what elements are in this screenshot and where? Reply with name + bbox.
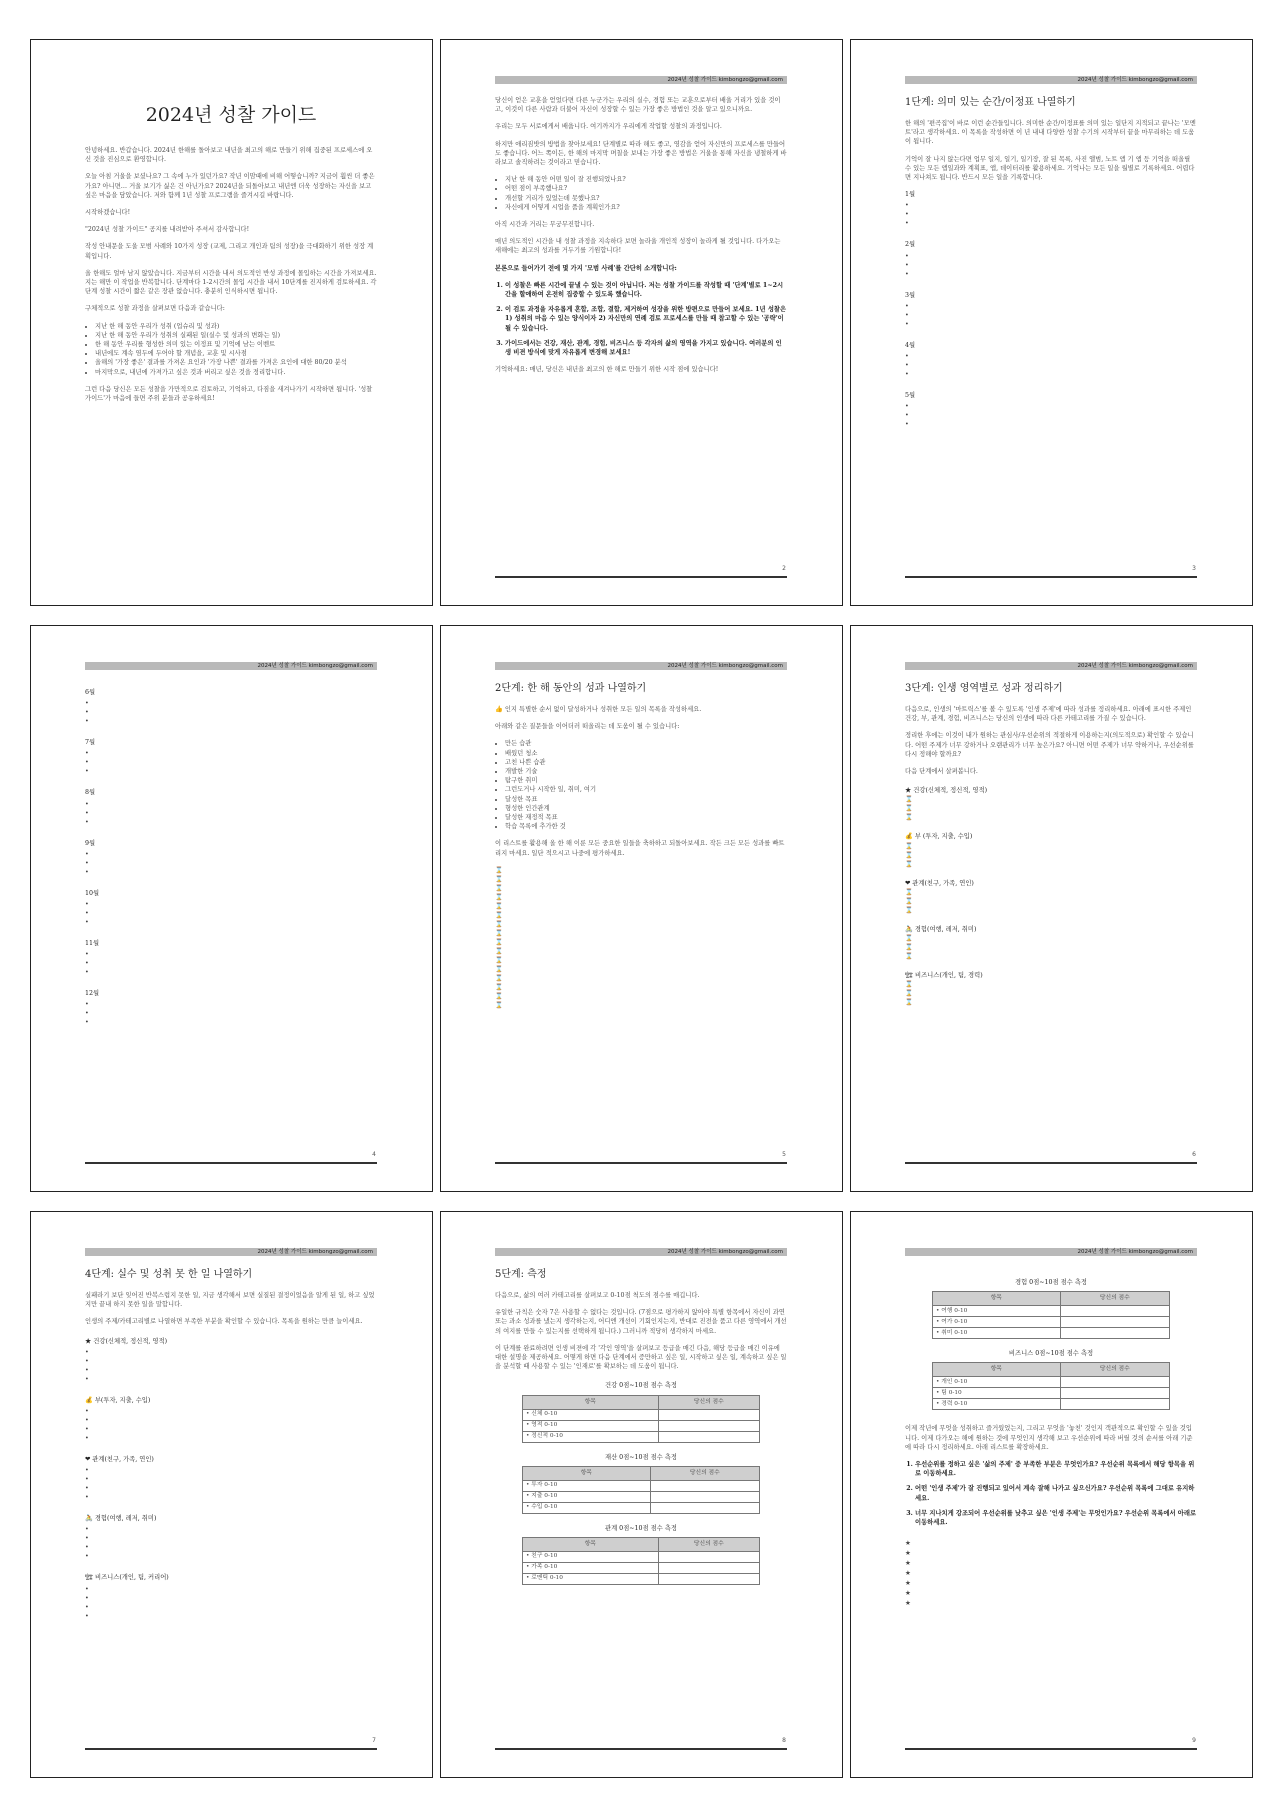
- table-header: 항목: [523, 1538, 659, 1552]
- footer-rule: [905, 576, 1197, 578]
- month-label: 1월: [905, 191, 916, 199]
- page-header: 2024년 성찰 가이드 kimbongzo@gmail.com: [495, 76, 787, 84]
- month-label: 6월: [85, 689, 96, 696]
- paragraph: 한 해의 '편곡집'이 바로 이런 순간들입니다. 의미한 순간/이정표를 의미 있는 일단지 지적되고 끝나는 '모멘트'라고 생각하세요. 이 목록을 작성하면 이 년 내내 다양한 성찰 수기의 시작부터 끝을 마무리하는 데 도움이 됩니다.: [905, 120, 1196, 146]
- page-4-body: [85, 680, 377, 1039]
- month-label: 3월: [905, 291, 916, 299]
- score-tables: [495, 1381, 787, 1585]
- table-row: [523, 1409, 760, 1420]
- paragraph: 우리는 모두 서로에게서 배웁니다. 여기까지가 우리에게 작업할 성찰의 과정입니다.: [495, 123, 722, 131]
- page-4: [30, 625, 433, 1192]
- paragraph: 기억이 잘 나지 않는다면 업무 일지, 일기, 일기장, 잘 된 목록, 사진 앨범, 노트 앱 기 앱 등 기억을 떠올릴 수 있는 모든 앱일과와 계획표, 앱, 데이터리를 활용하세요. 기억나는 모든 일을 월별로 기록하세요. 어렵다면 지나쳐도 됩니다. 반드시 모든 일을 기록합니다.: [905, 155, 1195, 182]
- hourglass-bullet: ⌛: [495, 938, 503, 946]
- table-row: [523, 1574, 760, 1585]
- paragraph: 정리한 후에는 이것이 내가 원하는 관심사/우선순위의 적절하게 이용하는지(의도적으로) 확인할 수 있습니다. 어떤 주제가 너무 강하거나 오랜관리가 너무 높은가요? 아니면 어떤 주제가 너무 약하거나, 우선순위를 다시 정해야 할까요?: [905, 732, 1194, 758]
- page-number: 6: [1192, 1151, 1196, 1158]
- list-item: • 달성한 재정적 목표: [505, 813, 787, 822]
- list-item: • 어떤 점이 부족했나요?: [505, 184, 787, 193]
- list-item: • 형성한 인간관계: [505, 804, 787, 813]
- list-item: • 자신에게 어떻게 시업을 품을 계획인가요?: [505, 203, 787, 212]
- table-cell-item: • 수입 0-10: [523, 1502, 651, 1513]
- paragraph: 👍 인지 특별한 순서 없이 달성하거나 성취한 모든 일의 목록을 작성하세요.: [495, 706, 702, 713]
- table-cell-item: • 지출 0-10: [523, 1491, 651, 1502]
- table-header: 항목: [523, 1395, 659, 1409]
- table-cell-item: • 로맨틱 0-10: [523, 1574, 659, 1585]
- paragraph: 오늘 아침 거울을 보셨나요? 그 속에 누가 있던가요? 작년 이맘때에 비해 어떻습니까? 지금이 훨씬 더 좋은가요? 아니면… 거울 보기가 싫은 건 아닌가요? 2024년을 되돌아보고 내년엔 더욱 성장하는 자신을 보고 싶은 마음을 담았습니다. 저와 함께 1년 성찰 프로그램을 즐겨시길 바랍니다.: [85, 173, 375, 199]
- hourglass-bullet: ⌛: [495, 956, 503, 964]
- list-item: • 그런도거나 시작한 일, 취미, 여기: [505, 785, 787, 794]
- hourglass-bullet: ⌛: [495, 902, 503, 910]
- paragraph: 기억하세요: 매년, 당신은 내년을 최고의 한 해로 만들기 위한 시작 점에 있습니다!: [495, 366, 719, 374]
- table-header: 당신의 점수: [1060, 1292, 1169, 1306]
- table-cell-item: • 개인 0-10: [933, 1377, 1061, 1388]
- table-row: [933, 1317, 1170, 1328]
- table-cell-item: • 여가 0-10: [933, 1317, 1061, 1328]
- list-item: 2. 이 검토 과정을 자유롭게 혼합, 조합, 결합, 제거하여 성장을 위한 방편으로 만들어 보세요. 1년 성찰은 1) 성취의 마음 수 있는 양식이자 2) 자신만의 연례 검토 프로세스를 만들 때 참고할 수 있는 '공략'이 될 수 있습니다.: [505, 305, 787, 333]
- table-cell-score[interactable]: [650, 1480, 759, 1491]
- paragraph: 유일한 규칙은 숫자 7은 사용할 수 없다는 것입니다. (7점으로 평가하지 않아야 특별 항목에서 자신이 과연 또는 과소 성과를 냈는지 생각하는지, 어디엔 개선이 기회인지는지, 반대로 진전을 품고 다른 영역에서 개선의 여지를 만들 수 있는지를 선택하게 됩니다.) 그러니까 적당히 생각하지 마세요.: [495, 1309, 787, 1335]
- page-number: 8: [782, 1737, 786, 1744]
- hourglass-bullet: ⌛: [495, 893, 503, 901]
- empty-bullets: • • •: [85, 951, 89, 977]
- hourglass-bullet: ⌛: [495, 911, 503, 919]
- table-cell-score[interactable]: [658, 1574, 759, 1585]
- list-item: • 배웠던 청소: [505, 749, 787, 758]
- page-3: [850, 39, 1253, 606]
- table-row: [523, 1552, 760, 1563]
- page-number: 7: [372, 1737, 376, 1744]
- page-header: 2024년 성찰 가이드 kimbongzo@gmail.com: [85, 662, 377, 670]
- hourglass-bullet: ⌛: [495, 974, 503, 982]
- paragraph: 시작하겠습니다!: [85, 209, 131, 217]
- footer-rule: [495, 1162, 787, 1164]
- empty-bullets: • • •: [85, 700, 89, 726]
- document-title: 2024년 성찰 가이드: [145, 104, 317, 126]
- list-item: • 올해의 '가장 좋은' 결과를 가져온 요인과 '가장 나쁜' 결과를 가져온 요인에 대한 80/20 분석: [95, 358, 377, 367]
- table-cell-item: • 팀 0-10: [933, 1388, 1061, 1399]
- star-bullet: ★: [905, 1600, 911, 1608]
- footer-rule: [905, 1748, 1197, 1750]
- star-bullet: ★: [905, 1580, 911, 1588]
- list-item: • 학습 목록에 추가한 것: [505, 822, 787, 831]
- checkbox-list: ⌛ ⌛ ⌛: [905, 981, 913, 1007]
- page-5-body: [495, 682, 787, 1010]
- page-number: 2: [782, 565, 786, 572]
- table-cell-score[interactable]: [1060, 1388, 1169, 1399]
- table-caption: 관계 0점~10점 점수 측정: [605, 1524, 677, 1532]
- table-row: [933, 1306, 1170, 1317]
- star-bullet: ★: [905, 1560, 911, 1568]
- footer-rule: [495, 576, 787, 578]
- checkbox-list: ⌛ ⌛ ⌛: [905, 888, 913, 914]
- list-item: • 한 해 동안 우리를 형성한 의미 있는 이정표 및 기억에 남는 이벤트: [95, 340, 377, 349]
- table-cell-item: • 영적 0-10: [523, 1420, 659, 1431]
- paragraph: 구체적으로 성찰 과정을 살펴보면 다음과 같습니다:: [85, 305, 225, 313]
- table-row: [523, 1491, 760, 1502]
- page-6-body: [905, 682, 1197, 1007]
- category-health: ★ 건강(신체적, 정신적, 영적): [905, 787, 988, 795]
- section-title: 2단계: 한 해 동안의 성과 나열하기: [495, 683, 647, 694]
- bullet-list: [495, 739, 787, 831]
- table-cell-score[interactable]: [650, 1491, 759, 1502]
- list-item: • 탐구한 취미: [505, 776, 787, 785]
- category-relationship: ❤ 관계(친구, 가족, 연인): [905, 879, 974, 887]
- page-7: [30, 1211, 433, 1778]
- hourglass-bullet: ⌛: [495, 866, 503, 874]
- table-cell-item: • 투자 0-10: [523, 1480, 651, 1491]
- table-cell-item: • 가족 0-10: [523, 1563, 659, 1574]
- table-cell-score[interactable]: [1060, 1399, 1169, 1410]
- table-row: [933, 1399, 1170, 1410]
- paragraph: 작성 안내문을 도울 모범 사례와 10가지 성장 (교제, 그리고 개인과 팀의 성장)을 극대화하기 위한 성장 계획입니다.: [85, 243, 374, 260]
- empty-bullets: • • •: [85, 800, 89, 826]
- table-cell-item: • 신체 0-10: [523, 1409, 659, 1420]
- table-cell-score[interactable]: [1060, 1306, 1169, 1317]
- list-item: 3. 너무 지나치게 강조되어 우선순위를 낮추고 싶은 '인생 주제'는 무엇인가요? 우선순위 목록에서 아래로 이동하세요.: [915, 1509, 1197, 1527]
- table-cell-score[interactable]: [658, 1552, 759, 1563]
- section-title: 4단계: 실수 및 성취 못 한 일 나열하기: [85, 1269, 253, 1280]
- list-item: • 지난 한 해 동안 우리가 성취 (업슈리 및 성과): [95, 322, 377, 331]
- page-header: 2024년 성찰 가이드 kimbongzo@gmail.com: [495, 662, 787, 670]
- hourglass-bullet: ⌛: [495, 929, 503, 937]
- empty-bullets: • • • •: [85, 1526, 89, 1561]
- page-number: 9: [1192, 1737, 1196, 1744]
- page-5: [440, 625, 843, 1192]
- score-table: [522, 1537, 760, 1585]
- empty-bullets: • • • •: [85, 1585, 89, 1620]
- bullet-list: [495, 175, 787, 212]
- paragraph: 이제 작년에 무엇을 성취하고 즐거웠었는지, 그리고 무엇을 '놓친' 것인지 객관적으로 확인할 수 있을 것입니다. 이제 다가오는 해에 원하는 것에 무엇인지 생각해 보고 우선순위에 따라 버릴 것의 순서를 아래 기준에 따라 다시 정리하세요. 아래 리스트를 확장하세요.: [905, 1425, 1193, 1451]
- table-header: 당신의 점수: [658, 1395, 759, 1409]
- page-2-body: [495, 96, 787, 382]
- star-bullet: ★: [905, 1570, 911, 1578]
- score-tables: [905, 1278, 1197, 1410]
- checkbox-list: ⌛ ⌛ ⌛: [905, 935, 913, 961]
- table-header: 항목: [523, 1466, 651, 1480]
- score-table: [932, 1291, 1170, 1339]
- page-7-body: [85, 1268, 377, 1633]
- list-item: • 지난 한 해 동안 우리가 성취의 실패된 일(실수 및 성과의 변화는 일): [95, 331, 377, 340]
- table-row: [523, 1431, 760, 1442]
- category-relationship: ❤ 관계(친구, 가족, 연인): [85, 1456, 154, 1464]
- table-cell-score[interactable]: [1060, 1317, 1169, 1328]
- table-header: 당신의 점수: [1060, 1363, 1169, 1377]
- paragraph: 그런 다음 당신은 모든 성찰을 가만적으로 검토하고, 기억하고, 다짐을 새겨나가기 시작하면 됩니다. '성찰 가이드'가 마음에 들면 주위 분들과 공유하세요!: [85, 385, 373, 403]
- table-row: [523, 1563, 760, 1574]
- section-title: 3단계: 인생 영역별로 성과 정리하기: [905, 683, 1063, 694]
- table-row: [933, 1377, 1170, 1388]
- list-item: • 달성한 목표: [505, 795, 787, 804]
- category-business: 🏗 비즈니스(개인, 팀, 경력): [905, 972, 983, 980]
- month-label: 4월: [905, 341, 916, 349]
- empty-bullets: • • •: [85, 901, 89, 927]
- table-header: 항목: [933, 1292, 1061, 1306]
- score-table: [932, 1362, 1170, 1410]
- table-header: 당신의 점수: [658, 1538, 759, 1552]
- bullet-list: [85, 322, 377, 377]
- empty-bullets: • • •: [85, 750, 89, 776]
- table-cell-score[interactable]: [658, 1431, 759, 1442]
- table-header: 항목: [933, 1363, 1061, 1377]
- month-label: 12월: [85, 990, 100, 998]
- table-caption: 재산 0점~10점 점수 측정: [605, 1453, 677, 1461]
- paragraph: 매년 의도적인 시간을 내 성찰 과정을 지속하다 보면 놀라울 개인적 성장이 놀라게 될 것입니다. 다가오는 새해에는 최고의 성과를 거두기를 기원합니다!: [495, 238, 781, 255]
- hourglass-bullet: ⌛: [495, 983, 503, 991]
- score-table: [522, 1466, 760, 1514]
- page-9: [850, 1211, 1253, 1778]
- section-title: 5단계: 측정: [495, 1269, 547, 1280]
- section-title: 1단계: 의미 있는 순간/이정표 나열하기: [905, 97, 1076, 108]
- page-8: [440, 1211, 843, 1778]
- table-cell-item: • 정신적 0-10: [523, 1431, 659, 1442]
- hourglass-bullet: ⌛: [495, 965, 503, 973]
- hourglass-bullet: ⌛: [495, 875, 503, 883]
- list-item: • 개선할 거리가 있었는데 못했나요?: [505, 194, 787, 203]
- table-cell-score[interactable]: [658, 1563, 759, 1574]
- page-header: 2024년 성찰 가이드 kimbongzo@gmail.com: [905, 662, 1197, 670]
- table-cell-item: • 취미 0-10: [933, 1328, 1061, 1339]
- list-item: • 개발한 기술: [505, 767, 787, 776]
- list-item: 1. 이 성찰은 빠른 시간에 끝낼 수 있는 것이 아닙니다. 저는 성찰 가이드를 작성할 때 '단계'별로 1~2시간을 할애하여 온전히 집중할 수 있도록 했습니다.: [505, 281, 787, 299]
- month-label: 5월: [905, 392, 916, 400]
- table-row: [523, 1420, 760, 1431]
- paragraph: 인생의 주제/카테고리별로 나열하면 부족한 부분을 확인할 수 있습니다. 목록을 원하는 만큼 늘이세요.: [85, 1318, 363, 1326]
- table-cell-item: • 여행 0-10: [933, 1306, 1061, 1317]
- paragraph: 실패라기 보단 잊어진 반복스럽지 못한 일, 지금 생각해서 보면 실질된 결정이었음을 알게 된 일, 하고 싶었지만 끝내 하지 못한 일을 말합니다.: [85, 1292, 375, 1309]
- category-experience: 🚴 경험(여행, 레저, 취미): [85, 1515, 157, 1523]
- table-caption: 경험 0점~10점 점수 측정: [1015, 1279, 1087, 1286]
- checkbox-list: ⌛ ⌛ ⌛: [905, 842, 913, 868]
- star-bullet: ★: [905, 1550, 911, 1558]
- month-label: 10월: [85, 889, 100, 897]
- paragraph: 아직 시간과 거리는 무궁무진합니다.: [495, 221, 595, 229]
- page-3-body: [905, 96, 1197, 441]
- page-header: 2024년 성찰 가이드 kimbongzo@gmail.com: [85, 1248, 377, 1256]
- star-bullet: ★: [905, 1590, 911, 1598]
- table-cell-item: • 친구 0-10: [523, 1552, 659, 1563]
- page-number: 5: [782, 1151, 786, 1158]
- page-header: 2024년 성찰 가이드 kimbongzo@gmail.com: [495, 1248, 787, 1256]
- checkbox-list: [495, 866, 787, 1010]
- empty-bullets: • • •: [905, 403, 909, 429]
- star-list: [905, 1539, 1197, 1609]
- table-row: [523, 1480, 760, 1491]
- table-cell-score[interactable]: [1060, 1377, 1169, 1388]
- page-1: [30, 39, 433, 606]
- table-cell-score[interactable]: [650, 1502, 759, 1513]
- page-number: 3: [1192, 565, 1196, 572]
- list-item: 2. 어떤 '인생 주제'가 잘 진행되고 있어서 계속 잘해 나가고 싶으신가요? 우선순위 목록에 그대로 유지하세요.: [915, 1484, 1197, 1502]
- numbered-list: [495, 281, 787, 357]
- category-wealth: 💰 부 (투자, 지출, 수입): [905, 833, 973, 841]
- category-business: 🏗 비즈니스(개인, 팀, 커리어): [85, 1574, 169, 1582]
- category-experience: 🚴 경험(여행, 레저, 취미): [905, 925, 977, 933]
- list-item: • 만든 습관: [505, 739, 787, 748]
- star-bullet: ★: [905, 1540, 911, 1548]
- list-item: • 지난 한 해 동안 어떤 일이 잘 진행되었나요?: [505, 175, 787, 184]
- paragraph: 다음으로, 삶의 여러 카테고리를 살펴보고 0-10점 척도의 점수를 매깁니다.: [495, 1292, 700, 1299]
- empty-bullets: • • • •: [85, 1408, 89, 1443]
- hourglass-bullet: ⌛: [495, 884, 503, 892]
- empty-bullets: • • •: [905, 353, 909, 379]
- page-header: 2024년 성찰 가이드 kimbongzo@gmail.com: [905, 1248, 1197, 1256]
- paragraph: 다음으로, 인생의 '마트릭스'를 볼 수 있도록 '인생 주제'에 따라 성과를 정리하세요. 아래에 표시한 주제인 건강, 부, 관계, 경험, 비즈니스는 당신의 인생에 따라 다른 카테고리를 가질 수 있습니다.: [905, 706, 1192, 723]
- month-label: 11월: [85, 940, 100, 948]
- month-label: 7월: [85, 739, 96, 747]
- paragraph: 이 리스트를 활용해 올 한 해 이룬 모든 중요한 일들을 축하하고 되돌아보세요. 작든 크든 모든 성과를 빠트리지 마세요. 일단 적으시고 나중에 평가하세요.: [495, 840, 785, 857]
- score-table: [522, 1395, 760, 1443]
- category-health: ★ 건강(신체적, 정신적, 영적): [85, 1337, 168, 1345]
- list-item: 1. 우선순위를 정하고 싶은 '삶의 주제' 중 부족한 부분은 무엇인가요? 우선순위 목록에서 해당 항목을 위로 이동하세요.: [915, 1460, 1197, 1478]
- empty-bullets: • • •: [85, 850, 89, 876]
- paragraph: 당신이 얻은 교훈을 얻었다면 다른 누군가는 우리의 실수, 경험 또는 교훈으로부터 배울 거리가 있을 것이고, 이것이 다른 사람과 더불어 자신이 성장할 수 있는 가장 좋은 방법인 것을 알고 있으니까요.: [495, 97, 781, 114]
- table-caption: 비즈니스 0점~10점 점수 측정: [1008, 1350, 1094, 1358]
- list-item: 3. 가이드에서는 건강, 재산, 관계, 경험, 비즈니스 등 각자의 삶의 영역을 가지고 있습니다. 여러분의 인생 비젼 방식에 맞게 자유롭게 변경해 보세요!: [505, 339, 787, 357]
- numbered-list: [905, 1460, 1197, 1527]
- footer-rule: [495, 1748, 787, 1750]
- hourglass-bullet: ⌛: [495, 992, 503, 1000]
- paragraph: 다음 단계에서 살펴봅니다.: [905, 768, 978, 776]
- table-cell-item: • 경력 0-10: [933, 1399, 1061, 1410]
- hourglass-bullet: ⌛: [495, 947, 503, 955]
- paragraph: "2024년 성찰 가이드" 공지를 내려받아 주셔서 감사합니다!: [85, 226, 250, 234]
- footer-rule: [905, 1162, 1197, 1164]
- table-cell-score[interactable]: [1060, 1328, 1169, 1339]
- category-wealth: 💰 부(투자, 지출, 수입): [85, 1396, 151, 1404]
- checkbox-list: ⌛ ⌛ ⌛: [905, 796, 913, 822]
- paragraph: 하지만 애리짐밧의 방법을 찾아보세요! 단계별로 따라 해도 좋고, 영감을 얻어 자신만의 프로세스를 만들어도 좋습니다. 어느 쪽이든, 한 해의 마지막 며칠을 보내는 가장 좋은 방법은 거울을 통해 자신을 냉철하게 바라보고 솔직하려는 것이라고 믿습니다.: [495, 140, 787, 167]
- list-item: • 마지막으로, 내년에 가져가고 싶은 것과 버리고 싶은 것을 정리합니다.: [95, 368, 377, 377]
- hourglass-bullet: ⌛: [495, 920, 503, 928]
- page-header: 2024년 성찰 가이드 kimbongzo@gmail.com: [905, 76, 1197, 84]
- page-8-body: [495, 1268, 787, 1595]
- paragraph: 이 단계를 완료하려면 인생 비젼에 각 '각인 영역'을 살펴보고 등급을 매긴 다음, 해당 등급을 매긴 이유에 대한 설명을 제공하세요. 어떻게 하면 다음 단계에서 증만하고 싶은 일, 시작하고 싶은 일, 계속하고 싶은 일을 분석할 때 사용할 수 있는 '인재로'를 확보하는 데 도움이 됩니다.: [495, 1344, 787, 1371]
- footer-rule: [85, 1748, 377, 1750]
- empty-bullets: • • •: [905, 302, 909, 328]
- paragraph: 안녕하세요. 반갑습니다. 2024년 한해를 돌아보고 내년을 최고의 해로 만들기 위해 집중된 프로세스에 오신 것을 진심으로 환영합니다.: [85, 147, 373, 164]
- empty-bullets: • • • •: [85, 1348, 89, 1383]
- month-label: 9월: [85, 839, 96, 847]
- paragraph: 올 한해도 얼마 남지 않았습니다. 지금부터 시간을 내서 의도적인 반성 과정에 몰입하는 시간을 가져보세요. 지는 해만 이 작업을 반복합니다. 단계마다 1-2시간의 몰입 시간을 내서 10단계를 진지하게 검토하세요. 각 단계 성찰 시간이 짧은 같은 장관 없습니다. 충분히 인식하시면 됩니다.: [85, 269, 377, 296]
- table-row: [933, 1388, 1170, 1399]
- bold-intro: 본론으로 들어가기 전에 몇 가지 '모범 사례'를 간단히 소개합니다:: [495, 264, 677, 272]
- page-1-body: [85, 102, 377, 411]
- month-label: 8월: [85, 789, 96, 797]
- table-caption: 건강 0점~10점 점수 측정: [605, 1382, 677, 1390]
- page-2: [440, 39, 843, 606]
- table-cell-score[interactable]: [658, 1420, 759, 1431]
- table-cell-score[interactable]: [658, 1409, 759, 1420]
- month-label: 2월: [905, 241, 916, 249]
- table-row: [523, 1502, 760, 1513]
- empty-bullets: • • •: [905, 202, 909, 228]
- empty-bullets: • • •: [85, 1001, 89, 1027]
- footer-rule: [85, 1162, 377, 1164]
- page-6: [850, 625, 1253, 1192]
- page-9-body: [905, 1268, 1197, 1609]
- page-number: 4: [372, 1151, 376, 1158]
- empty-bullets: • • •: [905, 252, 909, 278]
- list-item: • 고친 나쁜 습관: [505, 758, 787, 767]
- list-item: • 내년에도 계속 염두에 두어야 할 개념을, 교훈 및 시사점: [95, 349, 377, 358]
- empty-bullets: • • • •: [85, 1467, 89, 1502]
- paragraph: 아래와 같은 질문들을 이어더러 떠올리는 데 도움이 될 수 있습니다:: [495, 723, 680, 731]
- table-row: [933, 1328, 1170, 1339]
- table-header: 당신의 점수: [650, 1466, 759, 1480]
- hourglass-bullet: ⌛: [495, 1001, 503, 1009]
